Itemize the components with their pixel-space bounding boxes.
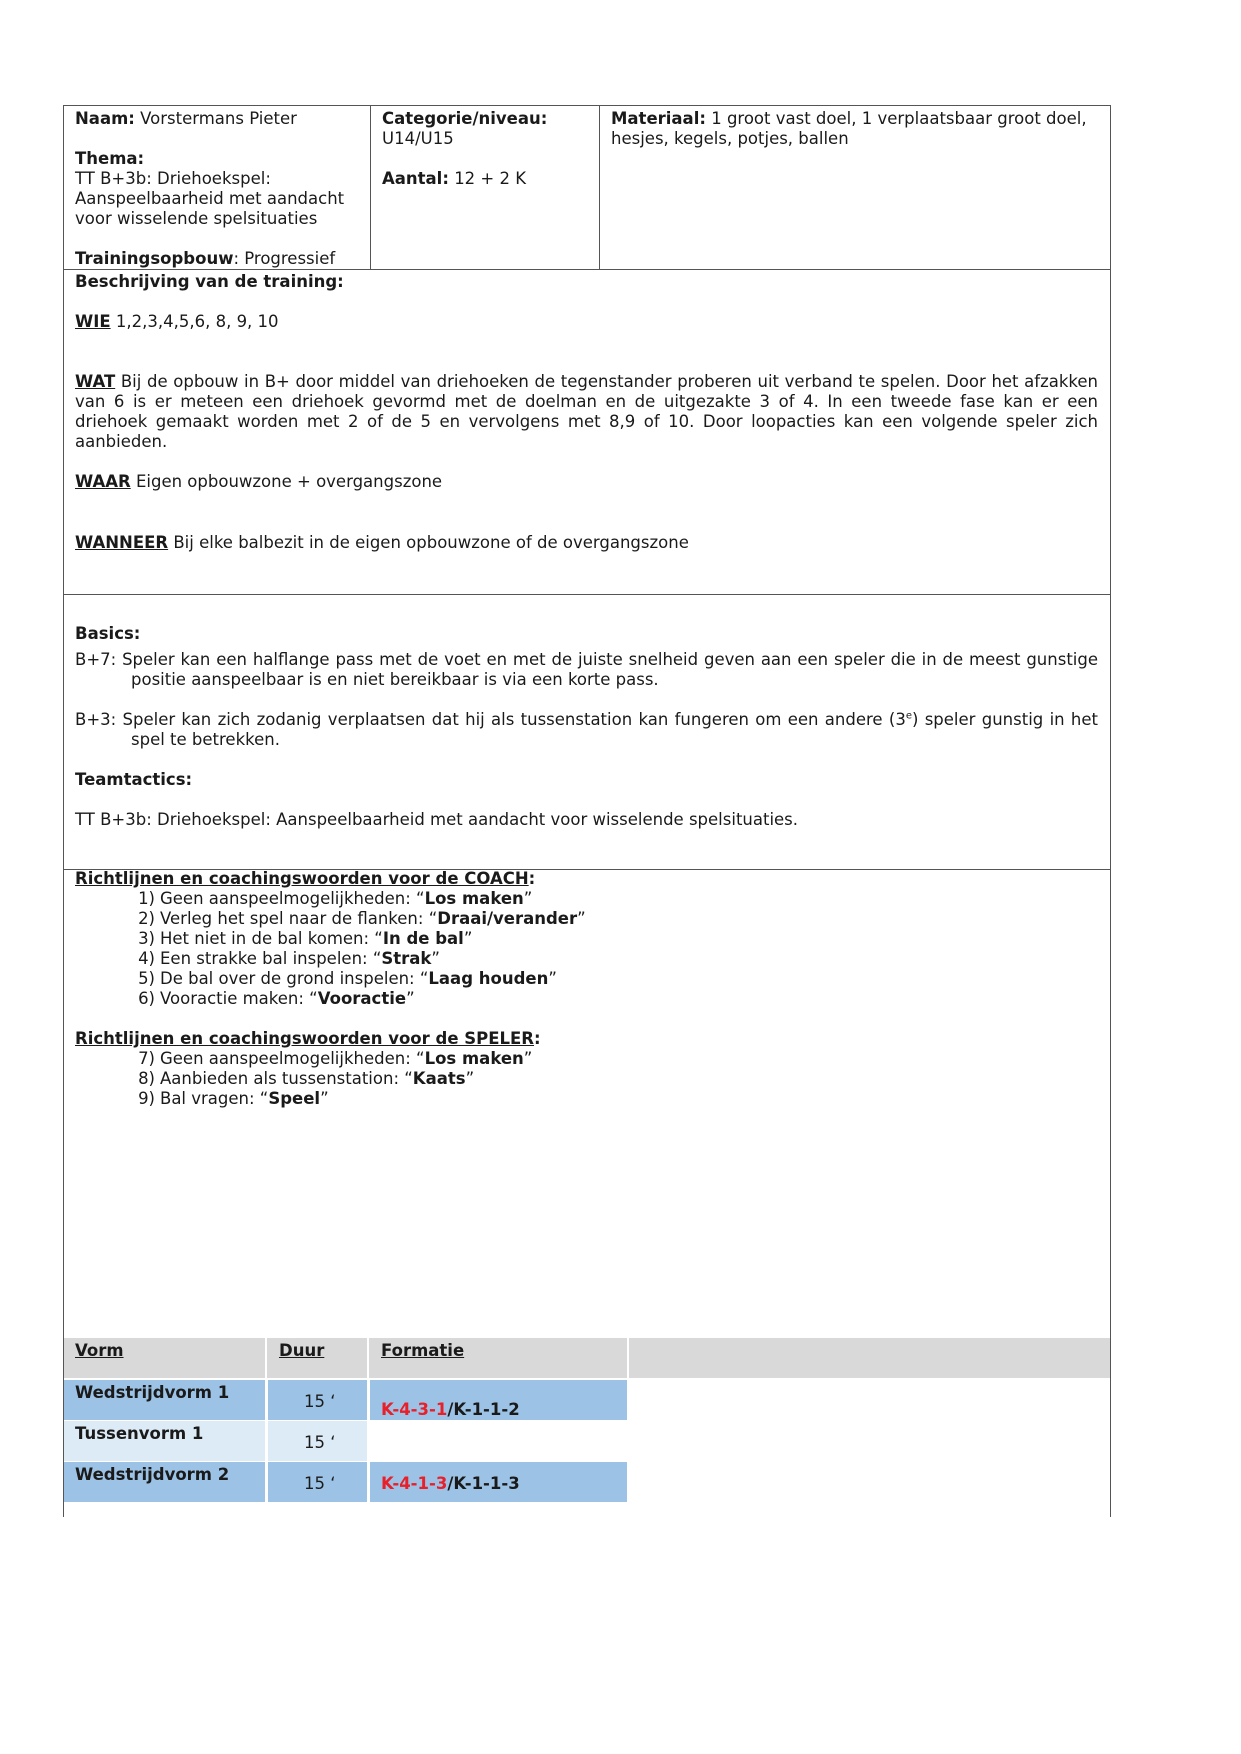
formatie-red: K-4-1-3 <box>381 1474 448 1493</box>
formatie-black: /K-1-1-2 <box>447 1400 520 1419</box>
item-end: ” <box>320 1089 329 1108</box>
item-text: Aanbieden als tussenstation: “ <box>160 1069 413 1088</box>
coach-title-colon: : <box>528 869 536 888</box>
item-number: 8) <box>138 1069 155 1088</box>
item-text: Het niet in de bal komen: “ <box>160 929 383 948</box>
schedule-cell <box>268 1421 367 1461</box>
b3-text-1: Speler kan zich zodanig verplaatsen dat hij als tussenstation kan fungeren om een andere (3 <box>122 710 906 729</box>
item-text: Geen aanspeelmogelijkheden: “ <box>160 889 425 908</box>
coaching-item <box>75 889 1099 909</box>
item-end: ” <box>577 909 586 928</box>
item-end: ” <box>465 1069 475 1088</box>
wat-value: Bij de opbouw in B+ door middel van driehoeken de tegenstander proberen uit verband te spelen. Door het afzakken van 6 is er meteen een driehoek gevormd met de doelman en de uitgezakte 3 of 4. In een tweede fase kan er een driehoek gemaakt worden met 2 of de 5 en vervolgens met 8,9 of 10. Door loopacties kan een volgende speler zich aanbieden. <box>75 372 1098 451</box>
schedule-cell <box>64 1462 265 1502</box>
item-number: 3) <box>138 929 155 948</box>
basics-title: Basics: <box>75 624 141 643</box>
categorie-label: Categorie/niveau: <box>382 109 548 128</box>
duur-value: 15 ‘ <box>304 1392 336 1411</box>
item-keyword: Speel <box>268 1089 321 1108</box>
item-number: 4) <box>138 949 155 968</box>
header-label: Duur <box>279 1341 325 1360</box>
coach-title: Richtlijnen en coachingswoorden voor de COACH <box>75 869 529 888</box>
vorm-label: Wedstrijdvorm 2 <box>75 1465 230 1484</box>
item-end: ” <box>406 989 415 1008</box>
coaching-item <box>75 1089 1099 1109</box>
header-cell-materiaal <box>600 105 1110 269</box>
coaching-item <box>75 989 1099 1009</box>
b7-text: Speler kan een halflange pass met de voet en met de juiste snelheid geven aan een speler die in de meest gunstige positie aanspeelbaar is en niet bereikbaar is via een korte pass. <box>122 650 1098 689</box>
item-text: Geen aanspeelmogelijkheden: “ <box>160 1049 425 1068</box>
opbouw-value: : Progressief <box>233 249 336 268</box>
schedule-table <box>64 1338 1110 1506</box>
aantal-label: Aantal: <box>382 169 449 188</box>
speler-title: Richtlijnen en coachingswoorden voor de SPELER <box>75 1029 535 1048</box>
aantal-value: 12 + 2 K <box>454 169 527 188</box>
coaching-item <box>75 949 1099 969</box>
wie-value: 1,2,3,4,5,6, 8, 9, 10 <box>115 312 279 331</box>
naam-label: Naam: <box>75 109 135 128</box>
schedule-cell <box>370 1421 627 1461</box>
b3-text-2: ) speler gunstig in het spel te betrekken. <box>131 710 1098 749</box>
opbouw-label: Trainingsopbouw <box>75 249 234 268</box>
wat-label: WAT <box>75 372 116 391</box>
schedule-cell <box>370 1380 627 1420</box>
item-end: ” <box>431 949 440 968</box>
schedule-cell <box>64 1421 265 1461</box>
duur-value: 15 ‘ <box>304 1433 336 1452</box>
item-number: 5) <box>138 969 155 988</box>
item-number: 2) <box>138 909 155 928</box>
item-keyword: Laag houden <box>428 969 549 988</box>
header-cell-categorie <box>371 105 599 269</box>
categorie-value: U14/U15 <box>382 129 454 148</box>
item-end: ” <box>548 969 557 988</box>
item-keyword: Kaats <box>412 1069 466 1088</box>
vorm-label: Tussenvorm 1 <box>75 1424 204 1443</box>
wanneer-value: Bij elke balbezit in de eigen opbouwzone of de overgangszone <box>173 533 689 552</box>
coaching-item <box>75 929 1099 949</box>
basics-section <box>64 620 1110 868</box>
beschrijving-title: Beschrijving van de training: <box>75 272 344 291</box>
header-label: Vorm <box>75 1341 124 1360</box>
speler-title-colon: : <box>534 1029 541 1048</box>
beschrijving-section <box>64 268 1110 594</box>
coaching-item <box>75 1069 1099 1089</box>
thema-label: Thema: <box>75 149 145 168</box>
coaching-item <box>75 909 1099 929</box>
schedule-cell <box>268 1380 367 1420</box>
coaching-item <box>75 1049 1099 1069</box>
b3-label: B+3: <box>75 710 117 729</box>
b3-sup: e <box>905 710 912 722</box>
item-keyword: Los maken <box>424 889 524 908</box>
item-number: 9) <box>138 1089 155 1108</box>
speler-list <box>75 1049 1099 1109</box>
row-line-2 <box>63 594 1111 595</box>
naam-value: Vorstermans Pieter <box>140 109 297 128</box>
item-text: Vooractie maken: “ <box>160 989 318 1008</box>
item-text: Verleg het spel naar de flanken: “ <box>160 909 438 928</box>
vorm-label: Wedstrijdvorm 1 <box>75 1383 230 1402</box>
waar-value: Eigen opbouwzone + overgangszone <box>135 472 443 491</box>
item-text: Een strakke bal inspelen: “ <box>160 949 382 968</box>
schedule-cell <box>268 1462 367 1502</box>
schedule-cell <box>370 1462 627 1502</box>
schedule-header-cell <box>268 1338 369 1378</box>
duur-value: 15 ‘ <box>304 1474 336 1493</box>
item-end: ” <box>523 889 533 908</box>
wie-label: WIE <box>75 312 111 331</box>
schedule-cell <box>64 1380 265 1420</box>
materiaal-value: 1 groot vast doel, 1 verplaatsbaar groot doel, hesjes, kegels, potjes, ballen <box>611 109 1087 148</box>
item-keyword: Los maken <box>424 1049 524 1068</box>
thema-value: TT B+3b: Driehoekspel: Aanspeelbaarheid met aandacht voor wisselende spelsituaties <box>75 169 345 228</box>
schedule-header-cell <box>64 1338 267 1378</box>
item-end: ” <box>523 1049 533 1068</box>
item-number: 1) <box>138 889 155 908</box>
basics-b7 <box>75 650 1098 690</box>
coaching-item <box>75 969 1099 989</box>
wanneer-label: WANNEER <box>75 533 169 552</box>
formatie-red: K-4-3-1 <box>381 1400 448 1419</box>
basics-b3 <box>75 710 1098 750</box>
item-text: De bal over de grond inspelen: “ <box>160 969 429 988</box>
item-keyword: Vooractie <box>317 989 407 1008</box>
item-number: 7) <box>138 1049 155 1068</box>
header-label: Formatie <box>381 1341 465 1360</box>
coach-list <box>75 889 1099 1009</box>
item-keyword: Draai/verander <box>437 909 578 928</box>
item-keyword: Strak <box>381 949 432 968</box>
materiaal-label: Materiaal: <box>611 109 706 128</box>
teamtactics-title: Teamtactics: <box>75 770 193 789</box>
b7-label: B+7: <box>75 650 117 669</box>
item-keyword: In de bal <box>382 929 464 948</box>
schedule-header-cell <box>370 1338 629 1378</box>
item-text: Bal vragen: “ <box>160 1089 269 1108</box>
header-cell-naam <box>64 105 370 269</box>
coaching-section <box>64 868 1110 1338</box>
teamtactics-text: TT B+3b: Driehoekspel: Aanspeelbaarheid met aandacht voor wisselende spelsituaties. <box>75 810 799 829</box>
formatie-black: /K-1-1-3 <box>447 1474 520 1493</box>
item-number: 6) <box>138 989 155 1008</box>
waar-label: WAAR <box>75 472 131 491</box>
item-end: ” <box>463 929 473 948</box>
